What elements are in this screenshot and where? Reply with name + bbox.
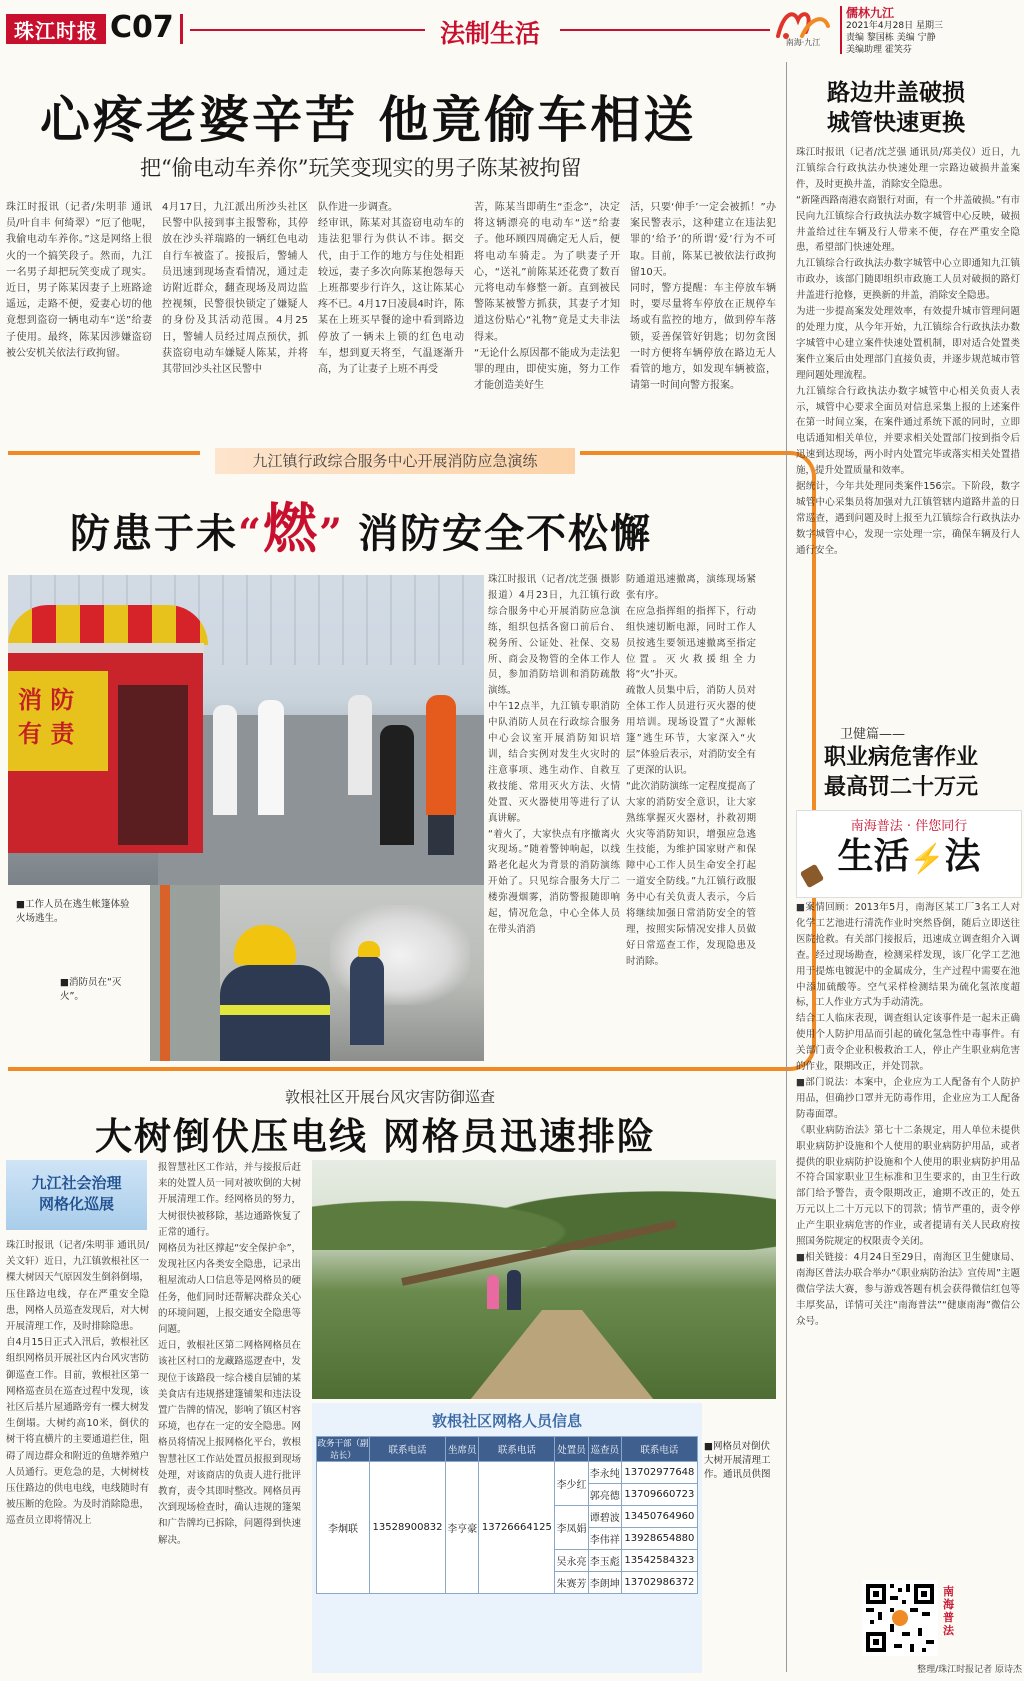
qr-code-icon[interactable] — [862, 1580, 938, 1656]
newspaper-logo: 珠江时报 — [6, 14, 106, 44]
story2-title-quote-open: “ — [238, 510, 264, 557]
story1-col-4: 苦，陈某当即萌生“歪念”，决定将这辆漂亮的电动车“送”给妻子。他环顾四周确定无人后，便将电动车骑走。为了哄妻子开心，“送礼”前陈某还花费了数百元将电动车修整一新。直到被民警陈某被警方抓获，其妻子才知道这份贴心“礼物”竟是丈夫非法得来。 “无论什么原因都不能成为走法犯罪的理由，即使实施，努力工作才能创造美好生 — [474, 202, 620, 392]
story1-title: 心疼老婆辛苦 他竟偷车相送 — [40, 90, 697, 149]
story3-kicker: 敦根社区开展台风灾害防御巡查 — [284, 1088, 495, 1106]
col-header-phone-2: 联系电话 — [479, 1437, 555, 1462]
photo-caption-tent: ■工作人员在逃生帐篷体验火场逃生。 — [16, 899, 130, 924]
edition-assistant: 美编助理 霍笑芬 — [846, 45, 912, 55]
firefighter-2 — [350, 955, 384, 1045]
handler-name: 李凤娟 — [555, 1506, 588, 1550]
firefighter-2-helmet — [358, 941, 380, 957]
edition-logo — [772, 6, 834, 50]
table-row — [317, 1462, 698, 1484]
photo-firefighter — [150, 885, 484, 1061]
inspector-name: 李玉彪 — [588, 1550, 621, 1572]
edition-editors: 责编 黎国栋 美编 宁静 — [846, 33, 936, 43]
tent-sign-text-2: 有 责 — [18, 719, 75, 748]
edition-date: 2021年4月28日 星期三 — [846, 21, 943, 31]
story1-col-2: 4月17日，九江派出所沙头社区民警中队接到事主报警称，其停放在沙头祥瑞路的一辆红色电动自行车被盗了。接报后，警辅人员迅速到现场查看情况，通过走访附近群众，翻查现场及周边监控视频，民警很快锁定了嫌疑人的身份及其活动范围。4月25日，警辅人员经过周点预伏，抓获盗窃电动车嫌疑人陈某，并将其带回沙头社区民警中 — [162, 202, 308, 376]
grid-table-title: 敦根社区网格人员信息 — [431, 1412, 582, 1430]
story1-col-5: 活，只要‘伸手’一定会被抓！”办案民警表示，这种建立在违法犯罪的‘给予’的所谓‘爱’行为不可取。目前，陈某已被依法行政拘留10天。 同时，警方提醒：车主停放车辆时，要尽量将车停放在正规停车场或有监控的地方，做到停车落锁，妥善保管好钥匙；切勿贪图一时方便将车辆停放在路边无人看管的地方，如发现车辆被盗，请第一时间向警方报案。 — [630, 202, 776, 392]
inspector-phone: 13702986372 — [621, 1572, 697, 1594]
handler-name: 朱赛芳 — [555, 1572, 588, 1594]
story2-title — [70, 486, 770, 563]
lightning-icon: ⚡ — [909, 842, 945, 875]
inspector-name: 谭碧波 — [588, 1506, 621, 1528]
story1-col-1: 珠江时报讯（记者/朱明菲 通讯员/叶自丰 何绮翠）“厄了他呢，我偷电动车养你。”这是网络上很火的一个搞笑段子。然而，九江一名男子却把玩笑变成了现实。近日，男子陈某因妻子上班路途遥远，走路不便，爱妻心切的他竟想到盗窃一辆电动车“送”给妻子使用。最终，陈某因涉嫌盗窃被公安机关依法行政拘留。 — [6, 202, 152, 359]
badge-line-1: 九江社会治理 — [31, 1174, 122, 1192]
banner-big-word-2: 法 — [944, 835, 981, 877]
story3-badge — [6, 1160, 147, 1230]
col-header-phone-1: 联系电话 — [370, 1437, 446, 1462]
photo-evacuation-tent — [8, 575, 484, 885]
photo-fallen-tree — [312, 1160, 776, 1399]
photo-caption-tree: ■网格员对倒伏大树开展清理工作。通讯员供图 — [704, 1441, 771, 1480]
handler-name: 吴永亮 — [555, 1550, 588, 1572]
sidebar-kicker: 卫健篇—— — [840, 727, 906, 742]
sidebar-law-banner — [796, 810, 1022, 898]
grid-worker-2 — [487, 1275, 499, 1309]
tent-sign-text-1: 消 防 — [18, 685, 75, 714]
inspector-name: 李朗坤 — [588, 1572, 621, 1594]
inspector-phone: 13928654880 — [621, 1528, 697, 1550]
story2-title-before: 防患于未 — [70, 510, 238, 557]
story2-kicker: 九江镇行政综合服务中心开展消防应急演练 — [215, 448, 575, 474]
person-1 — [213, 705, 237, 815]
seat-phone: 13726664125 — [479, 1462, 555, 1594]
story2-title-quote-close: ” — [319, 510, 345, 557]
cadre-name: 李炯联 — [317, 1462, 370, 1594]
edition-divider — [840, 6, 842, 54]
header-rule-left — [190, 29, 425, 31]
edition-logo-text: 南海·九江 — [785, 38, 821, 47]
inspector-name: 李伟祥 — [588, 1528, 621, 1550]
inspector-name: 郭亮德 — [588, 1484, 621, 1506]
col-header-inspector: 巡查员 — [588, 1437, 621, 1462]
story2-col-2: 防通道迅速撤离，演练现场紧张有序。 在应急指挥组的指挥下，行动组快速切断电源，同时工作人员按逃生要领迅速撤离至指定位置。灭火救援组全力将“火”扑灭。 疏散人员集中后，消防人员对全体工作人员进行灭火器的使用培训。现场设置了“火源帐篷”逃生环节，大家深入“火层”体验后表示，对消防安全有了更深的认识。 “此次消防演练一定程度提高了大家的消防安全意识，让大家熟练掌握灭火器材，扑救初期火灾等消防知识，增强应急逃生技能，为维护国家财产和保障中心工作人员生命安全打起一道安全防线。”九江镇行政服务中心有关负责人表示，今后将继续加强日常消防安全的管理，按照实际情况安排人员做好日常巡查工作，发现隐患及时消除。 — [626, 574, 756, 967]
suit-reflective-stripe — [220, 1005, 330, 1015]
cadre-phone: 13528900832 — [370, 1462, 446, 1594]
col-header-cadre: 政务干部（副站长） — [317, 1437, 370, 1462]
grid-worker-1 — [507, 1270, 521, 1310]
sidebar-divider — [786, 62, 787, 1672]
col-header-handler: 处置员 — [555, 1437, 588, 1462]
inspector-phone: 13450764960 — [621, 1506, 697, 1528]
grid-table-header — [317, 1437, 698, 1462]
inspector-name: 李永纯 — [588, 1462, 621, 1484]
story1-subtitle: 把“偷电动车养你”玩笑变现实的男子陈某被拘留 — [140, 156, 582, 180]
tent-roof — [8, 605, 208, 645]
section-name: 法制生活 — [440, 19, 541, 48]
story3-col-2: 报智慧社区工作站，并与接报后赶来的处置人员一同对被吹倒的大树开展清理工作。经网格员的努力，大树很快被移除，基边通路恢复了正常的通行。 网格员为社区撑起“安全保护伞”，发现社区内各类安全隐患，记录出租屋流动人口信息等是网格员的硬任务，他们同时还帮解决群众关心的环境问题，上报交通安全隐患等问题。 近日，敦根社区第二网格网格员在该社区村口的龙藏路巡逻查中，发现位于该路段一综合楼自层铺的某美食店有违规搭建篷铺架和违法设置广告牌的情况，影响了镇区村容环境，也存在一定的安全隐患。网格员将情况上报网格化平台，敦根智慧社区工作站处置员报报到现场处理，对该商店的负责人进行批评教育，责令其即时整改。网格员再次到现场检查时，确认违规的篷架和广告牌均已拆除，问题得到快速解决。 — [158, 1162, 301, 1546]
sidebar-law-title-line-1: 职业病危害作业 — [823, 744, 978, 770]
banner-small-text: 南海普法 · 伴您同行 — [850, 819, 968, 834]
photo-caption-firefighter: ■消防员在“灭火”。 — [60, 977, 122, 1002]
story3-col-1: 珠江时报讯（记者/朱明菲 通讯员/关文轩）近日，九江镇敦根社区一棵大树因天气原因发生倒斜倒塌，压住路边电线，存在严重安全隐患，网格人员巡查发现后，对大树开展清理工作，及时排除隐患。 自4月15日正式入汛后，敦根社区组织网格员开展社区内台风灾害防御巡查工作。目前，敦根社区第一网格巡查员在巡查过程中发现，该社区后基片屋通路旁有一棵大树发生倒塌。大树约高10米，倒伏的树干将直横片的主要通道拦住，阻碍了周边群众和附近的鱼塘养殖户人员通行。更危急的是，大树树枝压住路边的供电电线，电线随时有被压断的危险。为及时消除隐患，巡查员立即将情况上 — [6, 1240, 149, 1527]
inspector-phone: 13709660723 — [621, 1484, 697, 1506]
col-header-seat: 坐席员 — [446, 1437, 479, 1462]
inspector-phone: 13542584323 — [621, 1550, 697, 1572]
door-edge — [160, 885, 170, 1061]
person-2 — [258, 700, 284, 815]
story1-col-3: 队作进一步调查。 经审讯，陈某对其盗窃电动车的违法犯罪行为供认不讳。据交代，由于工作的地方与住处相距较远，妻子多次向陈某抱怨每天上班都要步行许久，这让陈某心疼不已。4月17日凌晨4时许，陈某在上班买早餐的途中看到路边停放了一辆未上锁的红色电动车，想到夏天将至，气温逐渐升高，为了让妻子上班不再受 — [318, 202, 464, 376]
sidebar-story-text: 珠江时报讯（记者/沈芝强 通讯员/郑美仪）近日，九江镇综合行政执法办快速处理一宗路边破损井盖案件，及时更换井盖，消除安全隐患。 “新隆西路南港农商银行对面，有一个井盖破损。”有市民向九江镇综合行政执法办数字城管中心反映，破损井盖给过往车辆及行人带来不便，存在严重安全隐患，希望部门快速处理。 九江镇综合行政执法办数字城管中心立即通知九江镇市政办，该部门随即组织市政施工人员对破损的路灯井盖进行抢修，更换新的井盖，消除安全隐患。 为进一步提高案发处理效率，有效提升城市管理问题的处理力度，从今年开始，九江镇综合行政执法办数字城管中心建立案件快速处置机制，即对适合处置类案件立案后由处理部门直接负责，并逐步规范城市管理问题处理流程。 九江镇综合行政执法办数字城管中心相关负责人表示，城管中心要求全面员对信息采集上报的上述案件在第一时间立案，在案件通过系统下派的同时，立即电话通知相关单位，并要求相关处置部门按到指令后迅速到达现场，两小时内处置完毕或落实相关处置措施，提升处置质量和效率。 据统计，今年共处理同类案件156宗。下阶段，数字城管中心采集员将加强对九江镇管辖内道路井盖的日常巡查，遇到问题及时上报至九江镇综合行政执法办数字城管中心，发现一宗处理一宗，确保车辆及行人通行安全。 — [796, 147, 1020, 556]
col-header-phone-3: 联系电话 — [621, 1437, 697, 1462]
story2-col-1: 珠江时报讯（记者/沈芝强 摄影报道）4月23日，九江镇行政综合服务中心开展消防应急演练，组织包括各窗口前后台、税务所、公证处、社保、交易所、商会及物管的全体工作人员，参加消防培训和消防疏散演练。 中午12点半，九江镇专职消防中队消防人员在行政综合服务中心会议室开展消防知识培训，结合实例对发生火灾时的注意事项、逃生动作、自救互救技能、常用灭火方法、火情处置、灭火器使用等进行了认真讲解。 “着火了，大家快点有序撤离火灾现场。”随着警钟响起，以线路老化起火为背景的消防演练开始了。只见综合服务大厅二楼弥漫烟雾，消防警报随即响起，情况危急，中心全体人员在带头消消 — [488, 574, 620, 935]
grid-table — [316, 1436, 698, 1594]
sidebar-law-title-line-2: 最高罚二十万元 — [823, 774, 978, 800]
header-rule-right — [560, 29, 770, 31]
person-4 — [380, 725, 414, 845]
tent-door — [118, 685, 188, 845]
person-5-legs — [428, 815, 454, 855]
story2-title-highlight: 燃 — [263, 496, 320, 560]
edition-name: 儒林九江 — [846, 6, 895, 20]
dirt-road — [462, 1310, 662, 1399]
sidebar-law-text: ■案情回顾：2013年5月，南海区某工厂3名工人对化学工艺池进行清洗作业时突然昏倒，随后立即送往医院抢救。有关部门接报后，迅速成立调查组介入调查。经过现场勘查，检测采样发现，该厂化学工艺池用于提炼电镀泥中的金属成分，生产过程中需要在池中添加硫酸等。空气采样检测结果为硫化氢浓度超标，工人作业方式为手动清洗。 结合工人临床表现，调查组认定该事件是一起未正确使用个人防护用品而引起的硫化氢急性中毒事件。有关部门责令企业积极救治工人，停止产生职业病危害的作业，限期改正，并处罚款。 ■部门说法：本案中，企业应为工人配备有个人防护用品，但确抄口罩并无防毒作用，企业应为工人配备防毒面罩。 《职业病防治法》第七十二条规定，用人单位未提供职业病防护设施和个人使用的职业病防护用品，或者提供的职业病防护设施和个人使用的职业病防护用品不符合国家职业卫生标准和卫生要求的，由卫生行政部门给予警告，责令限期改正，逾期不改正的，处五万元以上二十万元以下的罚款；情节严重的，责令停止产生职业病危害的作业，或者提请有关人民政府按照国务院规定的权限责令关闭。 ■相关链接：4月24日至29日，南海区卫生健康局、南海区普法办联合举办“《职业病防治法》宣传周”主题微信学法大赛，参与游戏答题有机会获得微信红包等丰厚奖品，详情可关注“南海普法”“健康南海”微信公众号。 — [796, 902, 1020, 1327]
story2-title-after: 消防安全不松懈 — [358, 510, 653, 557]
person-3 — [348, 695, 372, 795]
badge-line-2: 网格化巡展 — [38, 1195, 114, 1213]
banner-big-text — [797, 834, 1021, 881]
tent-trim — [8, 643, 204, 653]
banner-big-word: 生活 — [837, 835, 910, 877]
inspector-phone: 13702977648 — [621, 1462, 697, 1484]
sidebar-story-title-line-2: 城管快速更换 — [827, 109, 965, 136]
page-code: C07 — [110, 10, 174, 45]
person-5-firefighter — [426, 695, 456, 815]
handler-name: 李少红 — [555, 1462, 588, 1506]
sidebar-law-title — [796, 742, 1006, 802]
qr-label: 南海普法 — [943, 1585, 954, 1637]
tree-canopy — [312, 1160, 776, 1250]
sidebar-story-title-line-1: 路边井盖破损 — [827, 79, 965, 106]
header-divider — [180, 14, 183, 44]
tent-sign — [8, 671, 108, 771]
seat-name: 李亨豪 — [446, 1462, 479, 1594]
story3-title: 大树倒伏压电线 网格员迅速排险 — [95, 1114, 656, 1158]
firefighter-helmet — [234, 925, 296, 965]
sidebar-credit: 整理/珠江时报记者 原诗杰 — [917, 1665, 1022, 1675]
sidebar-story-title — [796, 78, 996, 138]
